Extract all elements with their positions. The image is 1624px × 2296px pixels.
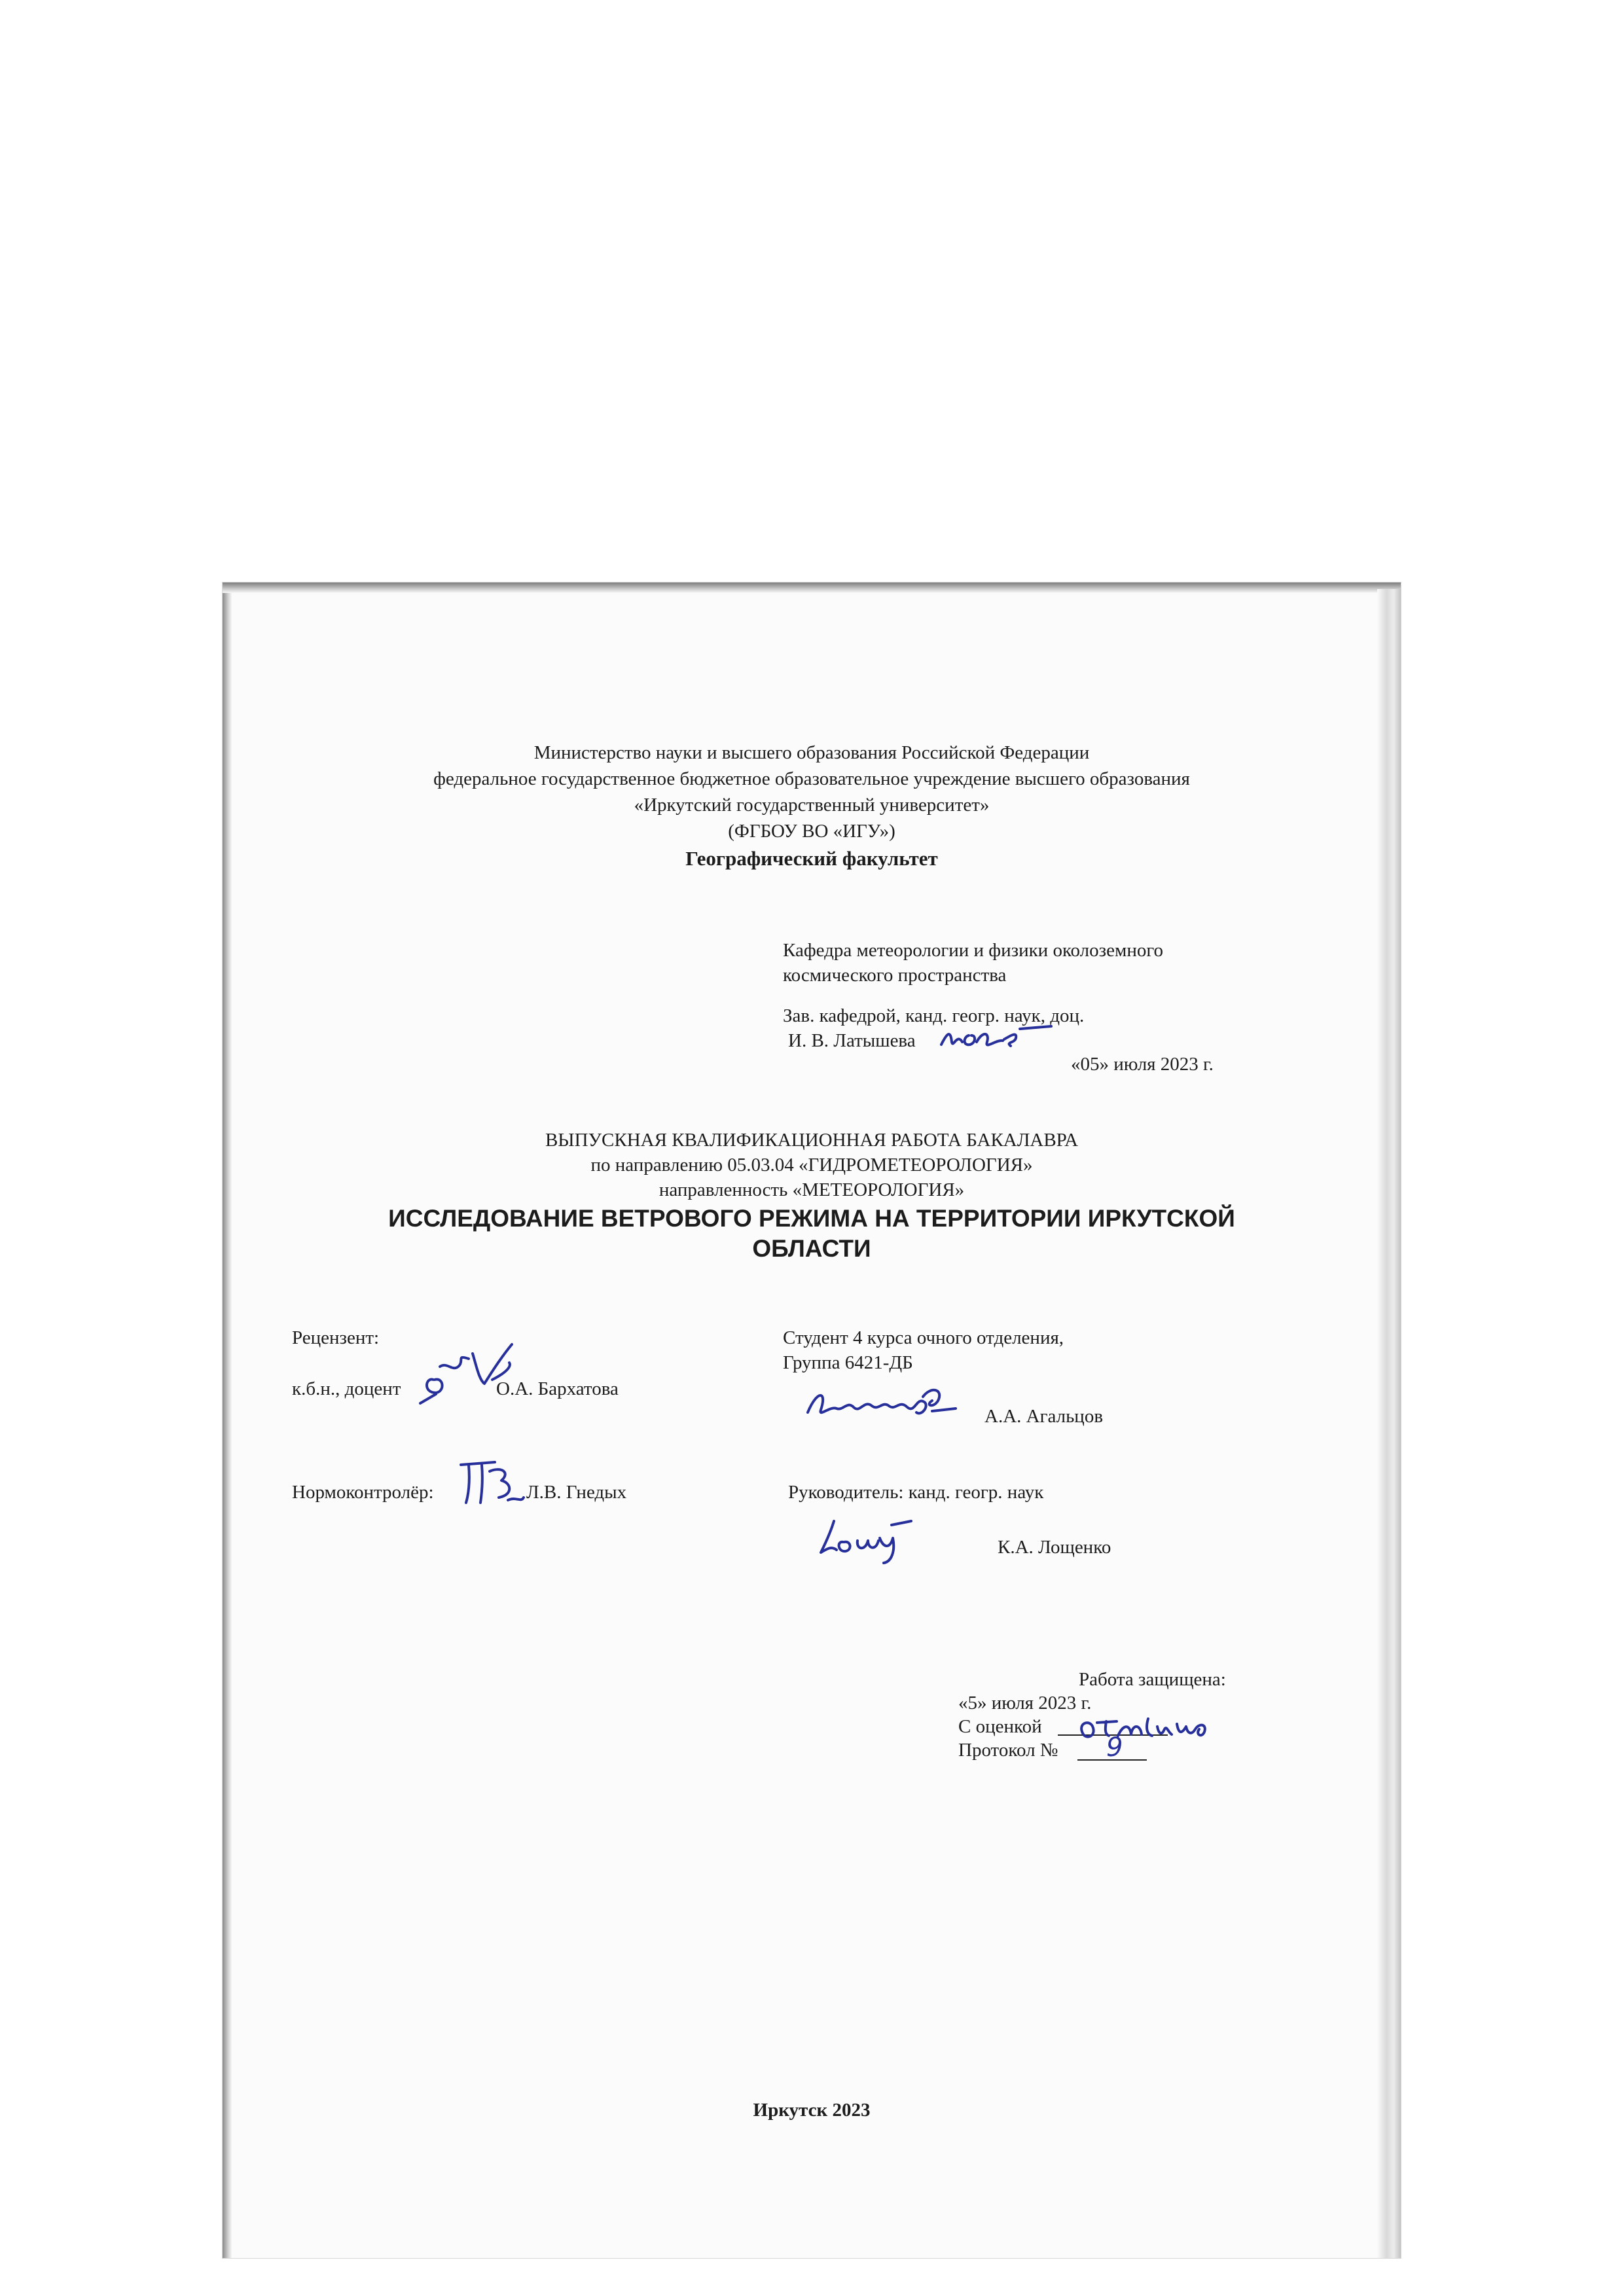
work-type: ВЫПУСКНАЯ КВАЛИФИКАЦИОННАЯ РАБОТА БАКАЛАВРА <box>545 1130 1079 1151</box>
department-head-name: И. В. Латышева <box>788 1030 916 1051</box>
protocol-number: 9 <box>1106 1732 1123 1763</box>
institution-line: федеральное государственное бюджетное образовательное учреждение высшего образования <box>433 768 1190 789</box>
reviewer-label: Рецензент: <box>292 1327 380 1348</box>
university-line: «Иркутский государственный университет» <box>634 795 990 816</box>
approval-date: «05» июля 2023 г. <box>1071 1054 1214 1075</box>
protocol-label: Протокол № <box>958 1740 1058 1761</box>
work-focus: направленность «МЕТЕОРОЛОГИЯ» <box>659 1179 965 1200</box>
grade-label: С оценкой <box>958 1716 1042 1737</box>
department-line-1: Кафедра метеорологии и физики околоземного <box>783 940 1164 961</box>
student-signature <box>801 1377 971 1429</box>
faculty-name: Географический факультет <box>685 847 938 870</box>
defense-date: «5» июля 2023 г. <box>958 1693 1092 1713</box>
reviewer-position: к.б.н., доцент <box>292 1378 401 1399</box>
grade-handwriting <box>1071 1704 1280 1751</box>
reviewer-name: О.А. Бархатова <box>496 1378 619 1399</box>
department-line-2: космического пространства <box>783 965 1007 986</box>
work-direction: по направлению 05.03.04 «ГИДРОМЕТЕОРОЛОГИЯ» <box>590 1155 1033 1175</box>
department-head-title: Зав. кафедрой, канд. геогр. наук, доц. <box>783 1005 1085 1026</box>
supervisor-signature <box>814 1512 945 1567</box>
head-signature <box>937 1016 1055 1058</box>
defense-status: Работа защищена: <box>1079 1669 1226 1690</box>
scan-shadow-top <box>223 583 1401 593</box>
normcontrol-name: Л.В. Гнедых <box>526 1482 627 1503</box>
thesis-title-line-2: ОБЛАСТИ <box>752 1235 871 1262</box>
thesis-title-line-1: ИССЛЕДОВАНИЕ ВЕТРОВОГО РЕЖИМА НА ТЕРРИТОРИИ ИРКУТСКОЙ <box>388 1205 1235 1232</box>
city-year: Иркутск 2023 <box>753 2100 871 2121</box>
student-name: А.А. Агальцов <box>984 1406 1104 1427</box>
student-course: Студент 4 курса очного отделения, <box>783 1327 1064 1348</box>
ministry-line: Министерство науки и высшего образования Российской Федерации <box>533 742 1090 763</box>
supervisor-label: Руководитель: канд. геогр. наук <box>788 1482 1044 1503</box>
normcontrol-label: Нормоконтролёр: <box>292 1482 434 1503</box>
normcontrol-signature <box>456 1457 528 1509</box>
supervisor-name: К.А. Лощенко <box>998 1537 1111 1558</box>
university-abbr: (ФГБОУ ВО «ИГУ») <box>728 821 895 842</box>
student-group: Группа 6421-ДБ <box>783 1352 913 1373</box>
